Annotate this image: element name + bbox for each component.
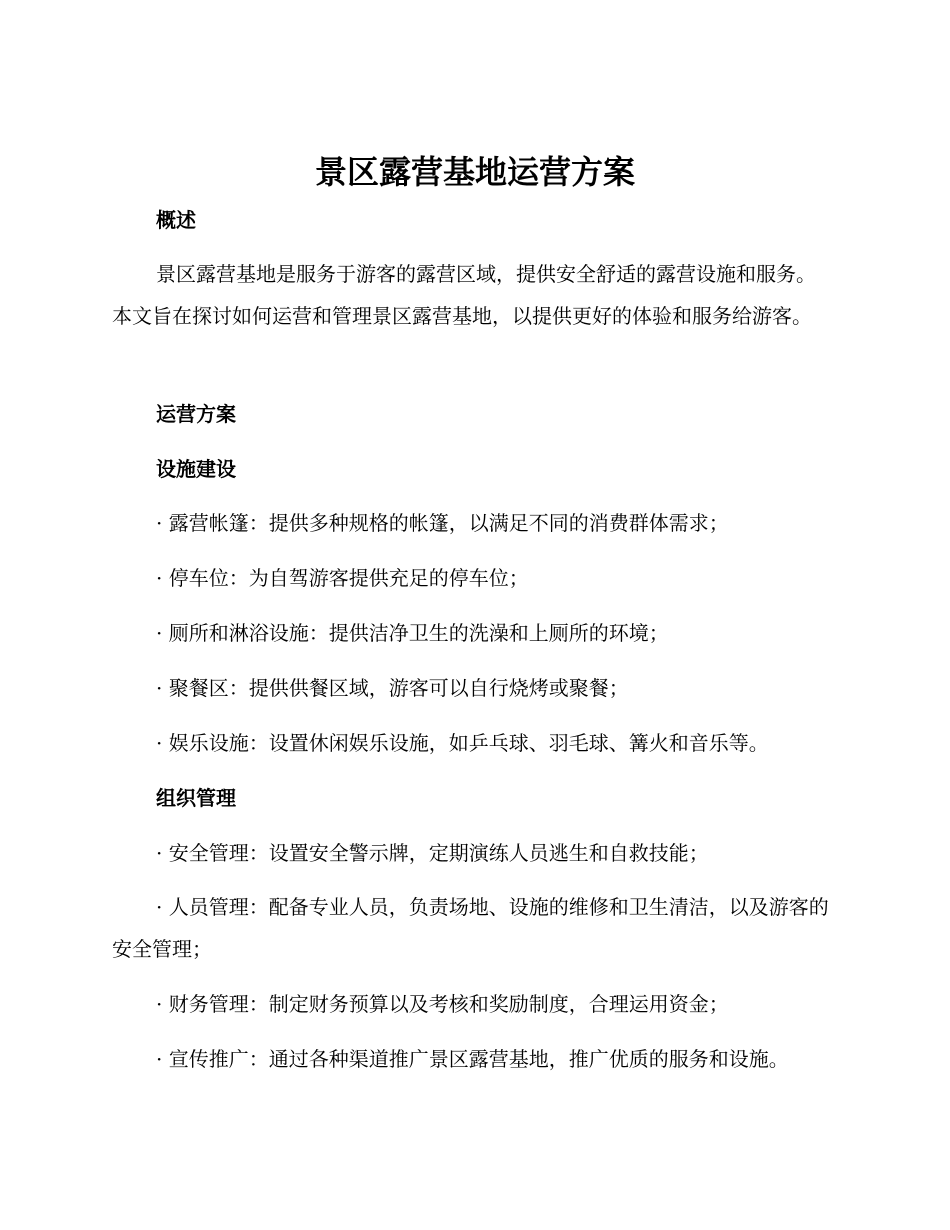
facility-item-entertainment: · 娱乐设施：设置休闲娱乐设施，如乒乓球、羽毛球、篝火和音乐等。 (156, 731, 769, 755)
overview-heading: 概述 (156, 208, 196, 232)
overview-paragraph: 景区露营基地是服务于游客的露营区域，提供安全舒适的露营设施和服务。本文旨在探讨如何运营和管理景区露营基地，以提供更好的体验和服务给游客。 (112, 262, 816, 328)
management-item-promotion: · 宣传推广：通过各种渠道推广景区露营基地，推广优质的服务和设施。 (156, 1047, 789, 1071)
management-item-staff: · 人员管理：配备专业人员，负责场地、设施的维修和卫生清洁，以及游客的安全管理； (112, 895, 829, 961)
facility-item-parking: · 停车位：为自驾游客提供充足的停车位； (156, 566, 529, 590)
plan-heading: 运营方案 (156, 402, 236, 426)
facilities-heading: 设施建设 (156, 457, 236, 481)
facility-item-tents: · 露营帐篷：提供多种规格的帐篷，以满足不同的消费群体需求； (156, 511, 729, 535)
management-heading: 组织管理 (156, 786, 236, 810)
document-title: 景区露营基地运营方案 (314, 153, 635, 191)
facility-item-toilets: · 厕所和淋浴设施：提供洁净卫生的洗澡和上厕所的环境； (156, 621, 669, 645)
facility-item-dining: · 聚餐区：提供供餐区域，游客可以自行烧烤或聚餐； (156, 676, 629, 700)
management-item-safety: · 安全管理：设置安全警示牌，定期演练人员逃生和自救技能； (156, 841, 709, 865)
management-item-finance: · 财务管理：制定财务预算以及考核和奖励制度，合理运用资金； (156, 992, 729, 1016)
